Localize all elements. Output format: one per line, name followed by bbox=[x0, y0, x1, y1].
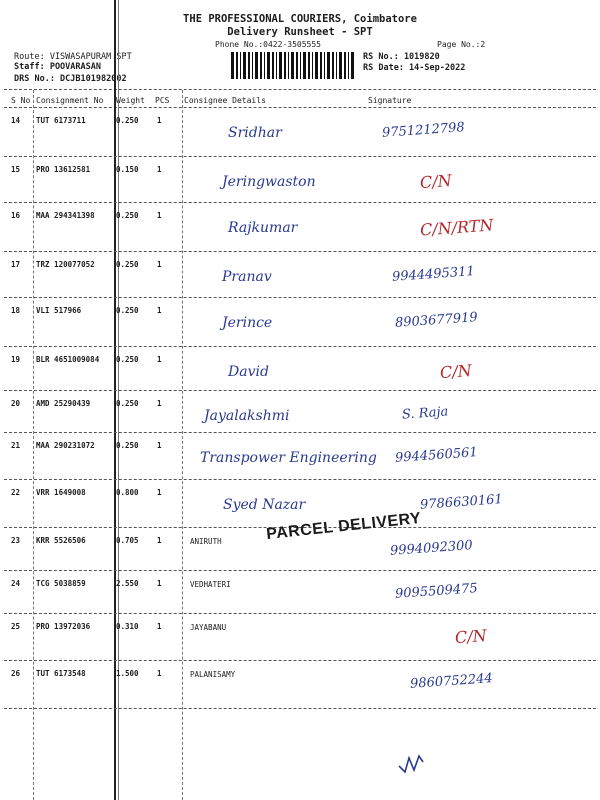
barcode-bar bbox=[240, 52, 241, 79]
row-separator bbox=[4, 708, 596, 709]
handwritten-signature: C/N bbox=[419, 170, 453, 193]
consignment-number: KRR 5526506 bbox=[36, 536, 86, 545]
handwritten-consignee-name: Jayalakshmi bbox=[204, 408, 290, 424]
table-row bbox=[0, 346, 600, 390]
table-row bbox=[0, 297, 600, 346]
table-row bbox=[0, 613, 600, 660]
pieces-count: 1 bbox=[157, 165, 162, 174]
consignment-number: TRZ 120077052 bbox=[36, 260, 95, 269]
consignment-number: VLI 517966 bbox=[36, 306, 82, 315]
handwritten-consignee-name: Jeringwaston bbox=[222, 174, 316, 190]
weight-value: 1.500 bbox=[116, 669, 139, 678]
col-sno: S No bbox=[11, 96, 31, 105]
serial-number: 15 bbox=[11, 165, 21, 174]
consignment-number: PRO 13972036 bbox=[36, 622, 91, 631]
consignment-number: AMD 25290439 bbox=[36, 399, 91, 408]
consignment-number: PRO 13612581 bbox=[36, 165, 91, 174]
weight-value: 0.250 bbox=[116, 306, 139, 315]
handwritten-consignee-name: Pranav bbox=[222, 269, 272, 285]
handwritten-signature: 9786630161 bbox=[419, 492, 504, 513]
pieces-count: 1 bbox=[157, 622, 162, 631]
consignment-number: BLR 4651009084 bbox=[36, 355, 100, 364]
pieces-count: 1 bbox=[157, 211, 162, 220]
barcode-bar bbox=[252, 52, 253, 79]
handwritten-signature: 8903677919 bbox=[394, 310, 479, 331]
serial-number: 18 bbox=[11, 306, 21, 315]
serial-number: 19 bbox=[11, 355, 21, 364]
serial-number: 14 bbox=[11, 116, 21, 125]
serial-number: 22 bbox=[11, 488, 21, 497]
barcode-bar bbox=[236, 52, 238, 79]
consignee-name: ANIRUTH bbox=[190, 537, 222, 546]
handwritten-consignee-name: Sridhar bbox=[228, 125, 282, 141]
phone-number: Phone No.:0422-3505555 bbox=[215, 40, 321, 49]
pieces-count: 1 bbox=[157, 260, 162, 269]
handwritten-consignee-name: Transpower Engineering bbox=[200, 450, 377, 466]
table-row bbox=[0, 479, 600, 527]
consignment-number: TCG 5038859 bbox=[36, 579, 86, 588]
weight-value: 0.800 bbox=[116, 488, 139, 497]
barcode-bar bbox=[291, 52, 294, 79]
col-pcs: PCS bbox=[155, 96, 170, 105]
serial-number: 20 bbox=[11, 399, 21, 408]
pieces-count: 1 bbox=[157, 488, 162, 497]
runsheet-title: Delivery Runsheet - SPT bbox=[227, 26, 373, 38]
barcode-bar bbox=[320, 52, 322, 79]
barcode-bar bbox=[344, 52, 346, 79]
weight-value: 0.250 bbox=[116, 211, 139, 220]
barcode-bar bbox=[312, 52, 313, 79]
table-row bbox=[0, 251, 600, 297]
consignee-name: JAYABANU bbox=[190, 623, 227, 632]
handwritten-signature: 9751212798 bbox=[381, 120, 466, 141]
handwritten-signature: C/N bbox=[454, 625, 488, 648]
consignment-number: TUT 6173711 bbox=[36, 116, 86, 125]
table-row bbox=[0, 570, 600, 613]
barcode-bar bbox=[279, 52, 282, 79]
pieces-count: 1 bbox=[157, 579, 162, 588]
barcode-bar bbox=[351, 52, 354, 79]
pieces-count: 1 bbox=[157, 441, 162, 450]
handwritten-signature: 9095509475 bbox=[394, 581, 479, 602]
page-number: Page No.:2 bbox=[437, 40, 486, 49]
barcode bbox=[230, 52, 356, 79]
company-title: THE PROFESSIONAL COURIERS, Coimbatore bbox=[183, 13, 417, 25]
consignment-number: VRR 1649008 bbox=[36, 488, 86, 497]
handwritten-signature: 9944560561 bbox=[394, 445, 479, 466]
handwritten-signature: 9860752244 bbox=[409, 671, 494, 692]
barcode-bar bbox=[243, 52, 246, 79]
weight-value: 0.250 bbox=[116, 399, 139, 408]
pieces-count: 1 bbox=[157, 536, 162, 545]
barcode-bar bbox=[276, 52, 277, 79]
pieces-count: 1 bbox=[157, 399, 162, 408]
col-consignee: Consignee Details bbox=[184, 96, 266, 105]
barcode-bar bbox=[348, 52, 349, 79]
col-weight: Weight bbox=[116, 96, 145, 105]
consignment-number: MAA 290231072 bbox=[36, 441, 95, 450]
consignee-name: VEDHATERI bbox=[190, 580, 231, 589]
barcode-bar bbox=[264, 52, 265, 79]
pieces-count: 1 bbox=[157, 669, 162, 678]
handwritten-signature: C/N bbox=[439, 360, 473, 383]
serial-number: 17 bbox=[11, 260, 21, 269]
weight-value: 2.550 bbox=[116, 579, 139, 588]
barcode-bar bbox=[324, 52, 325, 79]
serial-number: 24 bbox=[11, 579, 21, 588]
consignment-number: MAA 294341398 bbox=[36, 211, 95, 220]
handwritten-consignee-name: Rajkumar bbox=[228, 220, 298, 236]
barcode-bar bbox=[288, 52, 289, 79]
weight-value: 0.250 bbox=[116, 116, 139, 125]
table-row bbox=[0, 660, 600, 708]
pieces-count: 1 bbox=[157, 306, 162, 315]
pieces-count: 1 bbox=[157, 116, 162, 125]
drs-number: DRS No.: DCJB101982002 bbox=[14, 74, 127, 84]
serial-number: 21 bbox=[11, 441, 21, 450]
barcode-bar bbox=[339, 52, 342, 79]
weight-value: 0.705 bbox=[116, 536, 139, 545]
rs-number: RS No.: 1019820 bbox=[363, 52, 440, 62]
table-row bbox=[0, 202, 600, 251]
route-label: Route: VISWASAPURAM SPT bbox=[14, 52, 132, 62]
barcode-bar bbox=[327, 52, 330, 79]
consignment-number: TUT 6173548 bbox=[36, 669, 86, 678]
barcode-bar bbox=[315, 52, 318, 79]
barcode-bar bbox=[231, 52, 234, 79]
pieces-count: 1 bbox=[157, 355, 162, 364]
barcode-bar bbox=[336, 52, 337, 79]
weight-value: 0.150 bbox=[116, 165, 139, 174]
weight-value: 0.250 bbox=[116, 355, 139, 364]
handwritten-consignee-name: Jerince bbox=[222, 315, 273, 331]
ink-mark bbox=[397, 752, 427, 776]
barcode-bar bbox=[255, 52, 258, 79]
header-top-rule bbox=[4, 89, 596, 90]
serial-number: 26 bbox=[11, 669, 21, 678]
table-row bbox=[0, 107, 600, 156]
barcode-bar bbox=[296, 52, 298, 79]
weight-value: 0.310 bbox=[116, 622, 139, 631]
col-consignment: Consignment No bbox=[36, 96, 104, 105]
barcode-bar bbox=[332, 52, 334, 79]
weight-value: 0.250 bbox=[116, 441, 139, 450]
barcode-bar bbox=[248, 52, 250, 79]
barcode-bar bbox=[308, 52, 310, 79]
handwritten-consignee-name: David bbox=[228, 364, 269, 380]
table-row bbox=[0, 156, 600, 202]
handwritten-signature: S. Raja bbox=[401, 404, 449, 423]
barcode-bar bbox=[284, 52, 286, 79]
serial-number: 23 bbox=[11, 536, 21, 545]
barcode-bar bbox=[303, 52, 306, 79]
staff-label: Staff: POOVARASAN bbox=[14, 62, 101, 72]
handwritten-signature: C/N/RTN bbox=[419, 215, 495, 240]
rs-date: RS Date: 14-Sep-2022 bbox=[363, 63, 466, 73]
handwritten-signature: 9944495311 bbox=[391, 264, 476, 285]
handwritten-signature: 9994092300 bbox=[389, 538, 474, 559]
consignee-name: PALANISAMY bbox=[190, 670, 236, 679]
col-signature: Signature bbox=[368, 96, 412, 105]
weight-value: 0.250 bbox=[116, 260, 139, 269]
table-row bbox=[0, 432, 600, 479]
parcel-delivery-stamp: PARCEL DELIVERY bbox=[265, 509, 423, 544]
serial-number: 25 bbox=[11, 622, 21, 631]
barcode-bar bbox=[272, 52, 274, 79]
serial-number: 16 bbox=[11, 211, 21, 220]
barcode-bar bbox=[267, 52, 270, 79]
handwritten-consignee-name: Syed Nazar bbox=[223, 497, 306, 513]
barcode-bar bbox=[260, 52, 262, 79]
barcode-bar bbox=[300, 52, 301, 79]
table-row bbox=[0, 390, 600, 432]
